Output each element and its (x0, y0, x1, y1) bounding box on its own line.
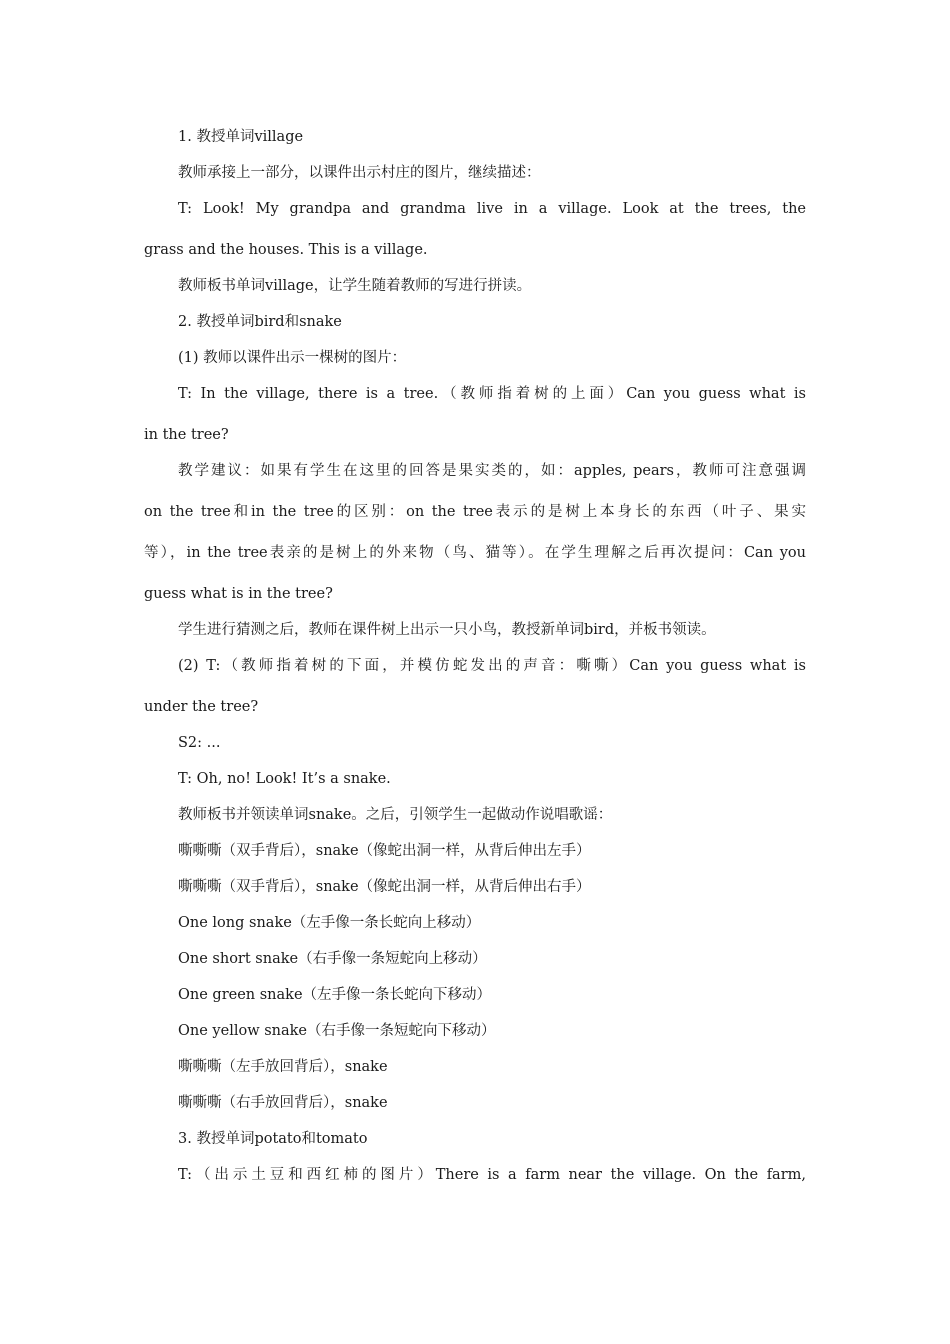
paragraph-line: 教学建议：如果有学生在这里的回答是果实类的，如：apples, pears，教师可注意强调 (178, 463, 806, 479)
heading-bird-snake: 2. 教授单词bird和snake (178, 314, 342, 330)
chant-line: One yellow snake（右手像一条短蛇向下移动） (178, 1023, 496, 1039)
paragraph-line: 学生进行猜测之后，教师在课件树上出示一只小鸟，教授新单词bird，并板书领读。 (178, 622, 716, 638)
paragraph-line: T: Look! My grandpa and grandma live in a village. Look at the trees, the (178, 201, 806, 217)
heading-village: 1. 教授单词village (178, 129, 304, 145)
paragraph-line: grass and the houses. This is a village. (144, 242, 428, 258)
chant-line: One green snake（左手像一条长蛇向下移动） (178, 987, 492, 1003)
paragraph-line: (1) 教师以课件出示一棵树的图片： (178, 350, 407, 366)
chant-line: One short snake（右手像一条短蛇向上移动） (178, 951, 487, 967)
chant-line: 嘶嘶嘶（左手放回背后），snake (178, 1059, 388, 1075)
paragraph-line: in the tree? (144, 427, 229, 443)
paragraph-line: under the tree? (144, 699, 259, 715)
paragraph-line: T: Oh, no! Look! It’s a snake. (178, 771, 391, 787)
paragraph-line: guess what is in the tree? (144, 586, 333, 602)
chant-line: One long snake（左手像一条长蛇向上移动） (178, 915, 481, 931)
paragraph-line: 教师板书并领读单词snake。之后，引领学生一起做动作说唱歌谣： (178, 807, 613, 823)
paragraph-line: 教师板书单词village，让学生随着教师的写进行拼读。 (178, 278, 532, 294)
paragraph-line: T: In the village, there is a tree.（教师指着树的上面）Can you guess what is (178, 386, 806, 402)
chant-line: 嘶嘶嘶（双手背后），snake（像蛇出洞一样，从背后伸出右手） (178, 879, 591, 895)
paragraph-line: T:（出示土豆和西红柿的图片）There is a farm near the village. On the farm, (178, 1167, 806, 1183)
paragraph-line: 等），in the tree表亲的是树上的外来物（鸟、猫等）。在学生理解之后再次提问：Can you (144, 545, 806, 561)
chant-line: 嘶嘶嘶（双手背后），snake（像蛇出洞一样，从背后伸出左手） (178, 843, 591, 859)
heading-potato-tomato: 3. 教授单词potato和tomato (178, 1131, 368, 1147)
chant-line: 嘶嘶嘶（右手放回背后），snake (178, 1095, 388, 1111)
paragraph-line: on the tree和in the tree的区别：on the tree表示的是树上本身长的东西（叶子、果实 (144, 504, 806, 520)
paragraph-line: S2: ... (178, 735, 221, 751)
paragraph-line: 教师承接上一部分，以课件出示村庄的图片，继续描述： (178, 165, 541, 181)
paragraph-line: (2) T:（教师指着树的下面，并模仿蛇发出的声音：嘶嘶）Can you guess what is (178, 658, 806, 674)
